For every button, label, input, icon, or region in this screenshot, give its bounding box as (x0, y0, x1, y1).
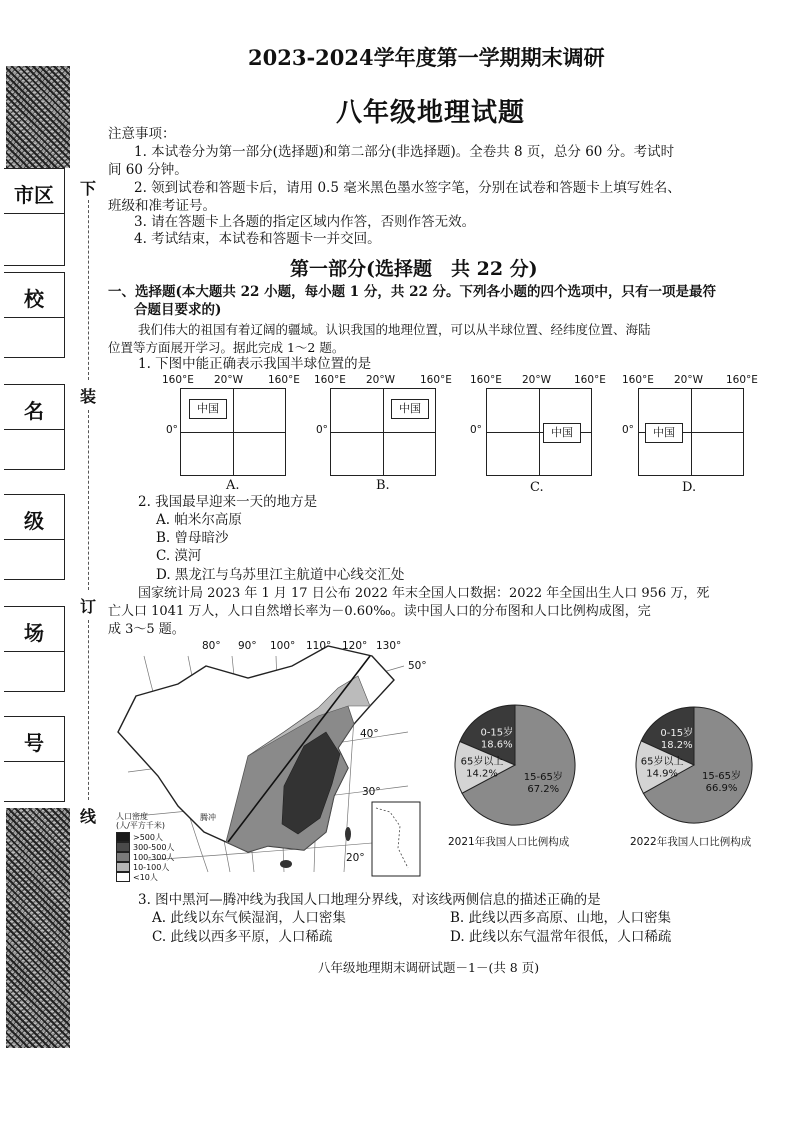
lat-label: 0° (166, 424, 178, 436)
notice-item: 4. 考试结束，本试卷和答题卡一并交回。 (134, 231, 381, 247)
lat-label: 0° (470, 424, 482, 436)
pie-slice-label: 18.2% (660, 740, 693, 752)
legend-item (116, 832, 174, 842)
stats-intro: 成 3～5 题。 (108, 622, 185, 637)
question-3-stem: 3. 图中黑河—腾冲线为我国人口地理分界线，对该线两侧信息的描述正确的是 (138, 892, 601, 908)
lon-label: 160°E (470, 374, 502, 386)
binding-mark-xian: 线 (80, 807, 97, 826)
hemisphere-map-a (180, 388, 286, 476)
pie-slice-label: 65岁以上 (640, 756, 684, 768)
map-lon-tick: 110° (306, 640, 332, 652)
field-label: 名 (24, 399, 44, 423)
part1-intro: 我们伟大的祖国有着辽阔的疆域。认识我国的地理位置，可以从半球位置、经纬度位置、海陆 (138, 322, 651, 337)
field-label: 市区 (14, 183, 54, 207)
legend-label: <10人 (133, 872, 158, 882)
map-lon-tick: 90° (238, 640, 257, 652)
hemisphere-map-c (486, 388, 592, 476)
question-2-option: C. 漠河 (156, 548, 202, 564)
china-box: 中国 (391, 399, 429, 419)
hemisphere-map-b (330, 388, 436, 476)
map-lon-tick: 80° (202, 640, 221, 652)
legend-swatch (116, 862, 130, 872)
lon-label: 160°E (268, 374, 300, 386)
exam-title: 2023-2024学年度第一学期期末调研 (248, 45, 605, 70)
lat-label: 0° (622, 424, 634, 436)
south-china-sea-inset (372, 802, 420, 876)
lon-label: 160°E (314, 374, 346, 386)
legend-title: 人口密度 (人/平方千米) (116, 812, 165, 830)
pie-slice-label: 15-65岁 (523, 771, 563, 783)
binding-line (88, 410, 89, 590)
question-3-option-c: C. 此线以西多平原，人口稀疏 (152, 929, 333, 945)
legend-label: 300-500人 (133, 842, 175, 852)
field-class[interactable] (4, 494, 65, 580)
china-box: 中国 (645, 423, 683, 443)
notice-item: 3. 请在答题卡上各题的指定区域内作答，否则作答无效。 (134, 214, 476, 230)
notice-item: 2. 领到试卷和答题卡后，请用 0.5 毫米黑色墨水签字笔，分别在试卷和答题卡上填写姓名、 (134, 180, 681, 196)
map-lon-tick: 100° (270, 640, 296, 652)
pie-slice-label: 14.9% (646, 768, 679, 780)
legend-swatch (116, 872, 130, 882)
question-2-option: D. 黑龙江与乌苏里江主航道中心线交汇处 (156, 567, 405, 583)
taiwan-island (345, 827, 351, 841)
legend-item (116, 872, 174, 882)
lon-label: 20°W (522, 374, 551, 386)
map-legend (116, 812, 174, 882)
lon-label: 20°W (366, 374, 395, 386)
pie-chart-2021 (440, 700, 590, 830)
hainan-island (280, 860, 292, 868)
map-lat-tick: 40° (360, 728, 379, 740)
notice-item: 间 60 分钟。 (108, 162, 188, 178)
lon-label: 160°E (162, 374, 194, 386)
field-seat-number[interactable] (4, 716, 65, 802)
pie-slice-label: 0-15岁 (660, 728, 694, 740)
notice-item: 班级和准考证号。 (108, 198, 216, 214)
lon-label: 20°W (674, 374, 703, 386)
field-city-district[interactable] (4, 168, 65, 266)
legend-label: 100-300人 (133, 852, 175, 862)
notice-item: 1. 本试卷分为第一部分(选择题)和第二部分(非选择题)。全卷共 8 页，总分 60 分。考试时 (134, 144, 675, 160)
question-3-option-a: A. 此线以东气候湿润，人口密集 (152, 910, 346, 926)
legend-label: 10-100人 (133, 862, 170, 872)
pie-chart-2022 (624, 700, 764, 830)
question-2-option: A. 帕米尔高原 (156, 512, 242, 528)
lon-label: 160°E (574, 374, 606, 386)
qr-code-top (6, 66, 70, 168)
exam-subtitle: 八年级地理试题 (336, 98, 526, 128)
pie-slice-label: 0-15岁 (480, 727, 514, 739)
pie-slice-label: 66.9% (705, 783, 738, 795)
part1-instructions: 一、选择题(本大题共 22 小题，每小题 1 分，共 22 分。下列各小题的四个选项中，只有一项是最符 (108, 284, 717, 300)
stats-intro: 国家统计局 2023 年 1 月 17 日公布 2022 年末全国人口数据：2022 年全国出生人口 956 万，死 (138, 586, 710, 601)
lon-label: 160°E (420, 374, 452, 386)
map-lon-tick: 120° (342, 640, 368, 652)
hemisphere-map-d (638, 388, 744, 476)
part1-intro: 位置等方面展开学习。据此完成 1～2 题。 (108, 340, 345, 355)
qr-code-bottom (6, 808, 70, 1048)
question-1-stem: 1. 下图中能正确表示我国半球位置的是 (138, 356, 372, 372)
binding-line (88, 620, 89, 800)
map-lat-tick: 50° (408, 660, 427, 672)
legend-label: >500人 (133, 832, 163, 842)
lat-label: 0° (316, 424, 328, 436)
tengchong-label: 腾冲 (200, 813, 216, 822)
field-label: 号 (24, 731, 44, 755)
field-exam-room[interactable] (4, 606, 65, 692)
field-school[interactable] (4, 272, 65, 358)
binding-mark-xia: 下 (80, 179, 97, 198)
legend-swatch (116, 832, 130, 842)
option-b-label: B. (376, 478, 390, 493)
binding-mark-ding: 订 (80, 597, 97, 616)
field-label: 校 (24, 287, 44, 311)
field-label: 级 (24, 509, 44, 533)
pie-slice-label: 65岁以上 (460, 756, 504, 768)
china-box: 中国 (543, 423, 581, 443)
binding-mark-zhuang: 装 (80, 387, 97, 406)
option-d-label: D. (682, 480, 697, 495)
pie-slice-label: 67.2% (527, 783, 560, 795)
pie-slice-label: 14.2% (466, 768, 498, 780)
question-3-option-b: B. 此线以西多高原、山地，人口密集 (450, 910, 672, 926)
part1-instructions: 合题目要求的) (134, 302, 222, 318)
legend-swatch (116, 842, 130, 852)
map-lat-tick: 20° (346, 852, 365, 864)
question-3-option-d: D. 此线以东气温常年很低，人口稀疏 (450, 929, 672, 945)
legend-item (116, 842, 174, 852)
option-a-label: A. (226, 478, 240, 493)
lon-label: 20°W (214, 374, 243, 386)
stats-intro: 亡人口 1041 万人，人口自然增长率为－0.60‰。读中国人口的分布图和人口比例构成图，完 (108, 604, 651, 619)
legend-item (116, 852, 174, 862)
legend-swatch (116, 852, 130, 862)
field-name[interactable] (4, 384, 65, 470)
lon-label: 160°E (622, 374, 654, 386)
question-2-option: B. 曾母暗沙 (156, 530, 229, 546)
binding-line (88, 200, 89, 380)
option-c-label: C. (530, 480, 544, 495)
map-lat-tick: 30° (362, 786, 381, 798)
china-box: 中国 (189, 399, 227, 419)
pie-slice-label: 15-65岁 (701, 771, 742, 783)
legend-item (116, 862, 174, 872)
notice-heading: 注意事项： (108, 126, 176, 142)
map-lon-tick: 130° (376, 640, 402, 652)
question-2-stem: 2. 我国最早迎来一天的地方是 (138, 494, 318, 510)
page-footer: 八年级地理期末调研试题－1－(共 8 页) (318, 960, 540, 975)
pie-slice-label: 18.6% (480, 739, 513, 751)
field-label: 场 (24, 621, 44, 645)
lon-label: 160°E (726, 374, 758, 386)
pie-caption-2022: 2022年我国人口比例构成 (630, 836, 752, 848)
pie-caption-2021: 2021年我国人口比例构成 (448, 836, 570, 848)
part1-title: 第一部分(选择题 共 22 分) (290, 258, 538, 280)
